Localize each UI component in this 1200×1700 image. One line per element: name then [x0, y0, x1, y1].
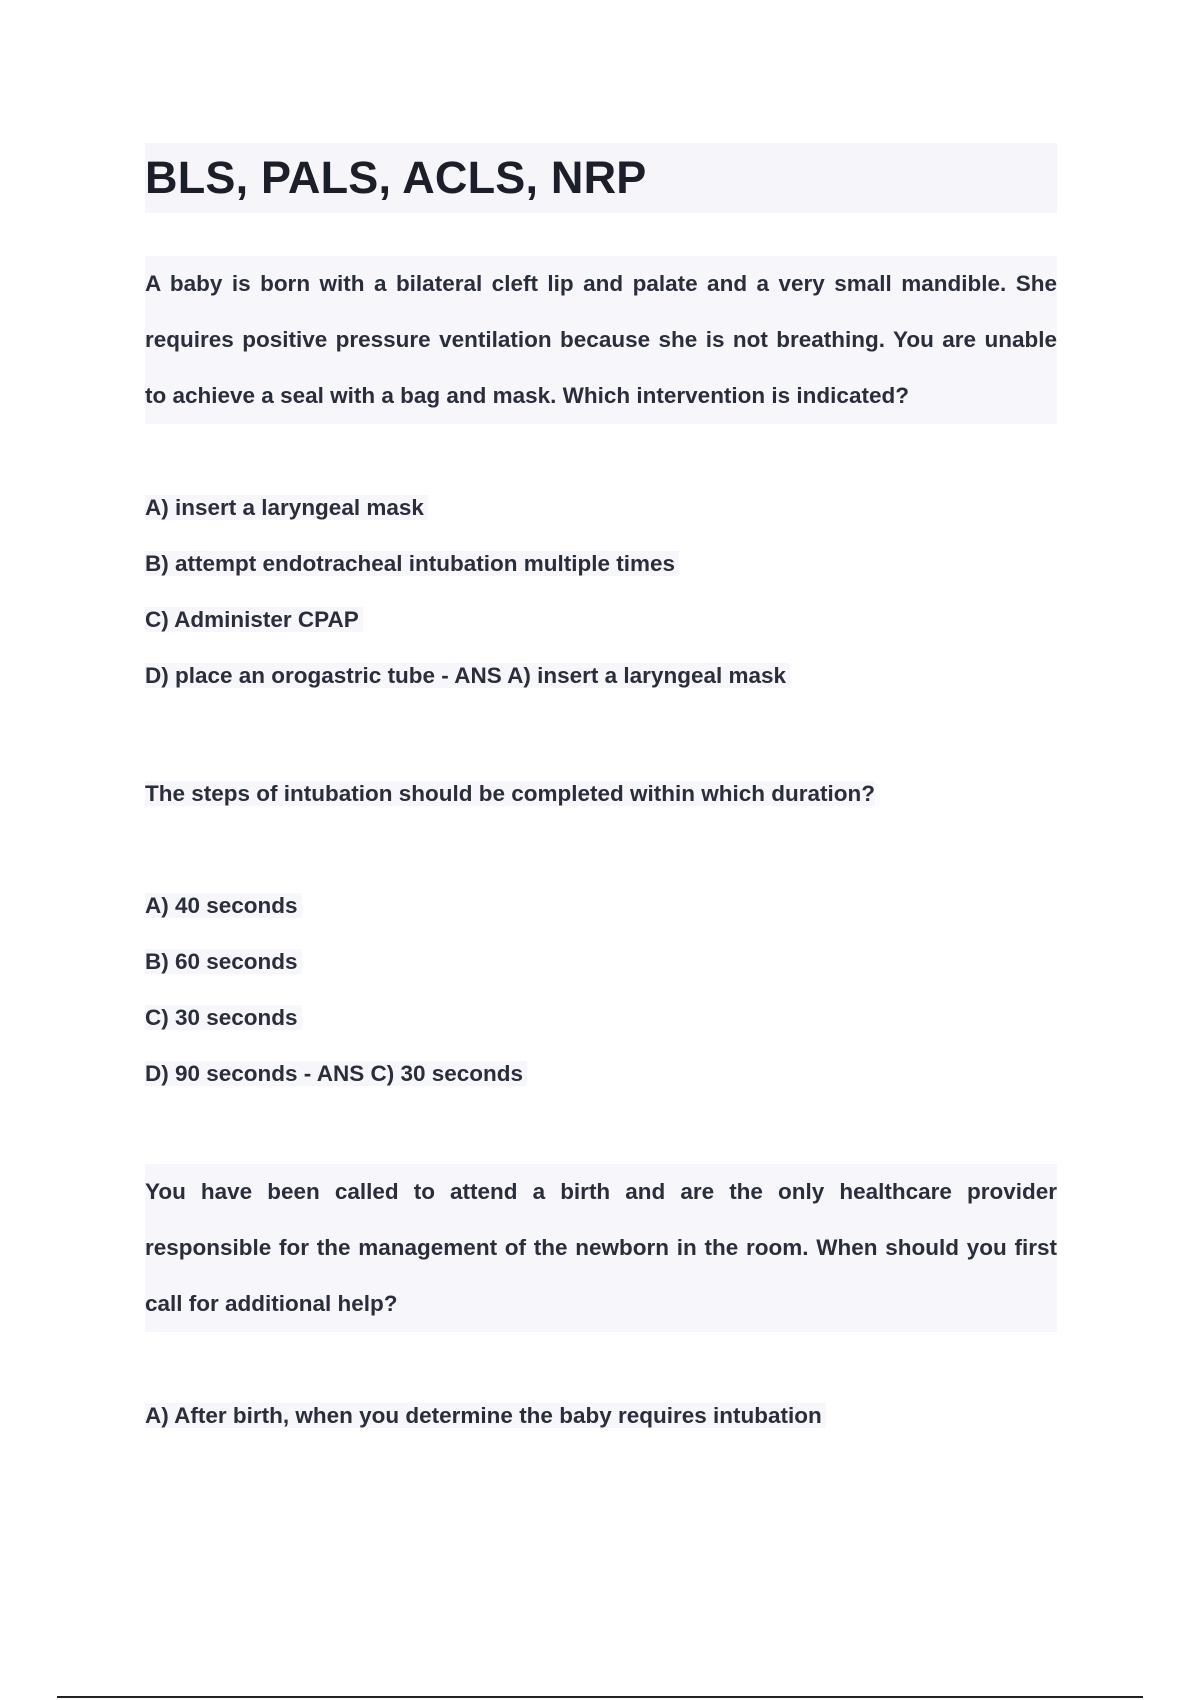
question-3-text: You have been called to attend a birth and are the only healthcare provider responsible for the management of the newborn in the room. When should you first call for additional help?: [145, 1164, 1057, 1332]
question-3-option-a: [145, 1388, 1057, 1444]
question-2-label: The steps of intubation should be completed within which duration?: [145, 781, 875, 806]
question-2-option-a: [145, 878, 1057, 934]
question-2-option-c: [145, 990, 1057, 1046]
page-bottom-rule: [57, 1696, 1143, 1698]
option-text: B) 60 seconds: [145, 949, 302, 974]
document-page: [145, 143, 1057, 1444]
title-bar: [145, 143, 1057, 213]
question-3-options: [145, 1388, 1057, 1444]
question-1-option-c: [145, 592, 1057, 648]
question-2-option-b: [145, 934, 1057, 990]
document-title: BLS, PALS, ACLS, NRP: [145, 152, 647, 203]
option-text: C) 30 seconds: [145, 1005, 302, 1030]
question-2-text: [145, 766, 1057, 822]
option-text: A) After birth, when you determine the baby requires intubation: [145, 1403, 826, 1428]
question-2-options: [145, 878, 1057, 1102]
question-1-option-a: [145, 480, 1057, 536]
option-text: C) Administer CPAP: [145, 607, 363, 632]
question-1-options: [145, 480, 1057, 704]
option-text: D) 90 seconds - ANS C) 30 seconds: [145, 1061, 527, 1086]
option-text: A) insert a laryngeal mask: [145, 495, 428, 520]
question-2-option-d-answer: [145, 1046, 1057, 1102]
question-1-option-b: [145, 536, 1057, 592]
option-text: D) place an orogastric tube - ANS A) insert a laryngeal mask: [145, 663, 790, 688]
option-text: B) attempt endotracheal intubation multiple times: [145, 551, 679, 576]
question-1-option-d-answer: [145, 648, 1057, 704]
question-1-text: A baby is born with a bilateral cleft lip and palate and a very small mandible. She requires positive pressure ventilation because she is not breathing. You are unable to achieve a seal with a bag and mask. Which intervention is indicated?: [145, 256, 1057, 424]
option-text: A) 40 seconds: [145, 893, 302, 918]
